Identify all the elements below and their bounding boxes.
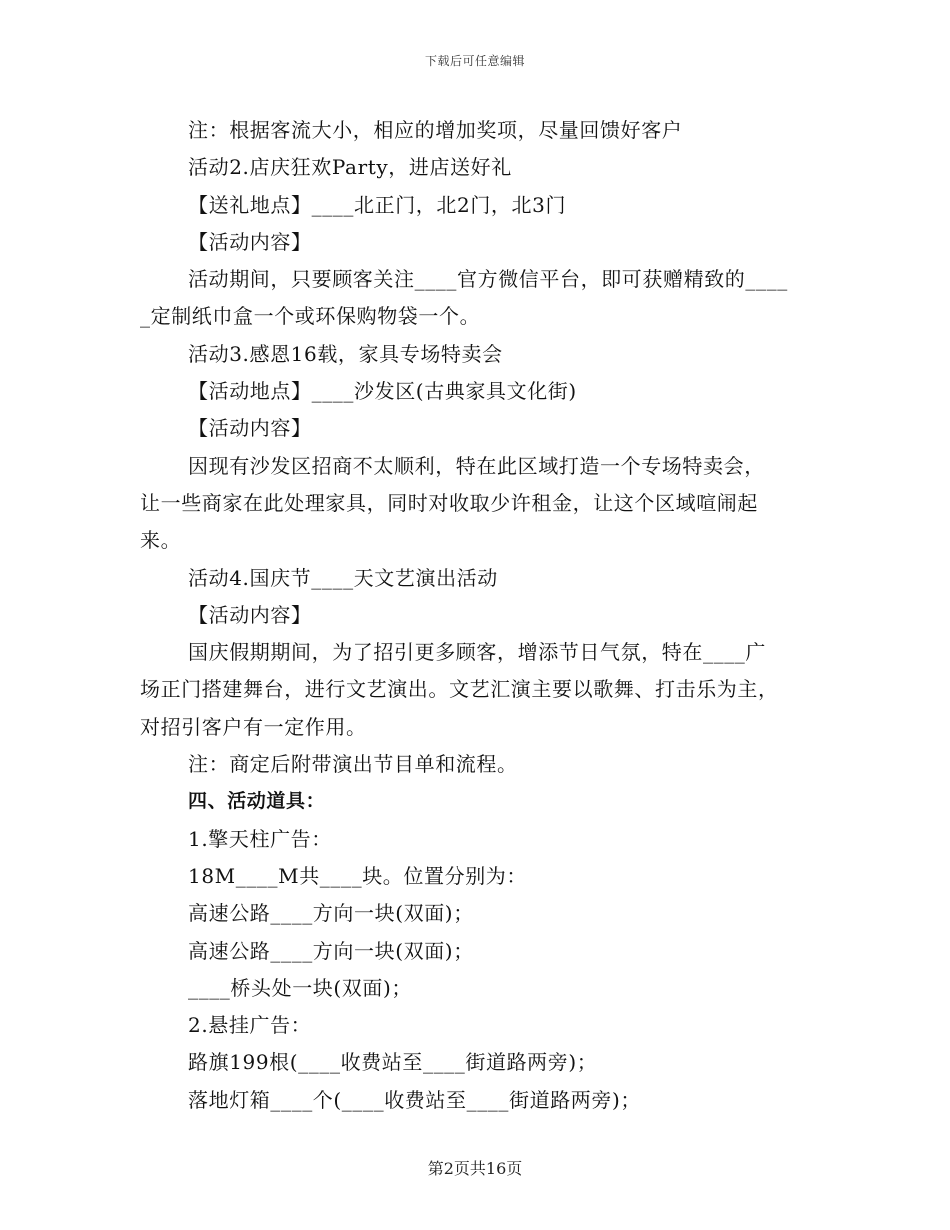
- text-line: 让一些商家在此处理家具，同时对收取少许租金，让这个区域喧闹起: [140, 490, 758, 515]
- section-heading: 四、活动道具：: [188, 790, 326, 813]
- text-line: 国庆假期期间，为了招引更多顾客，增添节日气氛，特在____广: [188, 640, 766, 665]
- text-line: 因现有沙发区招商不太顺利，特在此区域打造一个专场特卖会，: [188, 453, 765, 478]
- text-line: 注：根据客流大小，相应的增加奖项，尽量回馈好客户: [188, 118, 683, 142]
- text-line: 对招引客户有一定作用。: [140, 714, 367, 739]
- text-line: 高速公路____方向一块(双面)；: [188, 938, 474, 963]
- text-line: 【送礼地点】____北正门，北2门，北3门: [188, 192, 567, 217]
- text-line: 2.悬挂广告：: [188, 1013, 312, 1038]
- text-line: 落地灯箱____个(____收费站至____街道路两旁)；: [188, 1087, 642, 1112]
- text-line: 18M____M共____块。位置分别为：: [188, 863, 528, 888]
- text-line: 【活动内容】: [188, 229, 312, 254]
- text-line: 高速公路____方向一块(双面)；: [188, 901, 474, 926]
- text-line: 1.擎天柱广告：: [188, 826, 332, 851]
- text-line: 场正门搭建舞台，进行文艺演出。文艺汇演主要以歌舞、打击乐为主，: [140, 677, 779, 702]
- text-line: 来。: [140, 528, 182, 553]
- text-line: 活动2.店庆狂欢Party，进店送好礼: [188, 155, 512, 180]
- page-header: 下载后可任意编辑: [424, 54, 525, 68]
- text-line: 路旗199根(____收费站至____街道路两旁)；: [188, 1050, 598, 1075]
- text-line: _定制纸巾盒一个或环保购物袋一个。: [140, 304, 481, 329]
- text-line: 【活动地点】____沙发区(古典家具文化街): [188, 379, 577, 404]
- text-line: 活动4.国庆节____天文艺演出活动: [188, 565, 498, 590]
- text-line: 【活动内容】: [188, 602, 312, 627]
- text-line: 活动期间，只要顾客关注____官方微信平台，即可获赠精致的____: [188, 267, 788, 292]
- text-line: 活动3.感恩16载，家具专场特卖会: [188, 341, 503, 366]
- text-line: 【活动内容】: [188, 416, 312, 441]
- text-line: ____桥头处一块(双面)；: [188, 975, 413, 1000]
- page-footer: 第2页共16页: [427, 1159, 523, 1178]
- text-line: 注：商定后附带演出节目单和流程。: [188, 752, 518, 777]
- document-body: [140, 112, 820, 1119]
